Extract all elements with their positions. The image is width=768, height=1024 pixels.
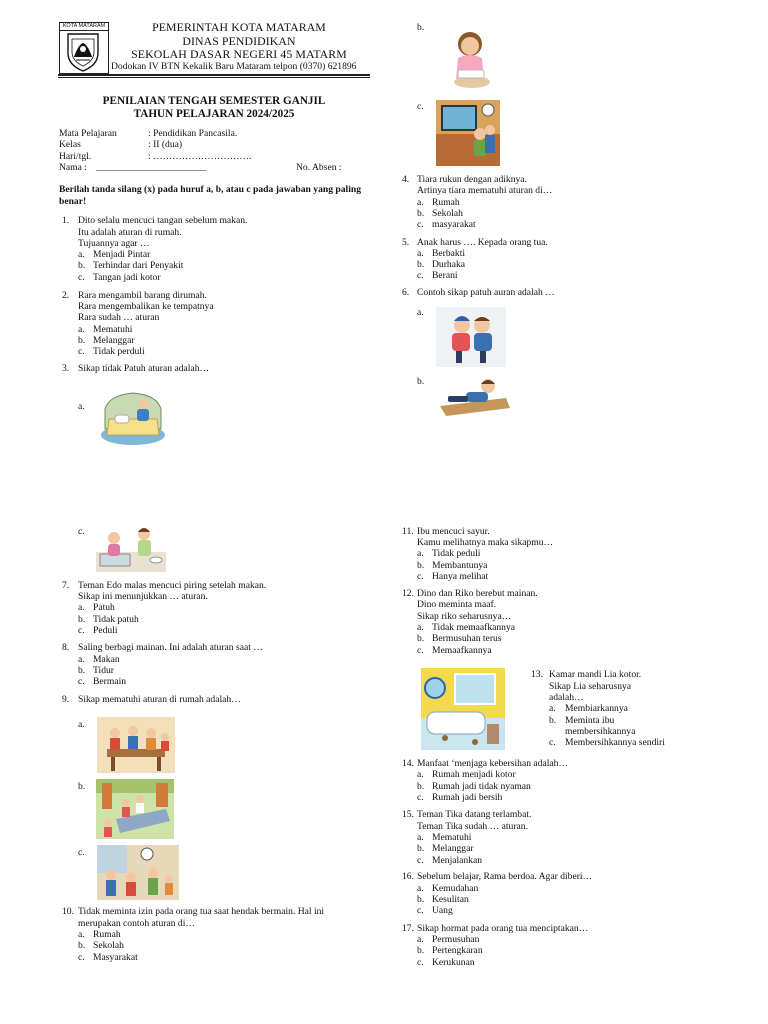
option-a[interactable]: Rumah menjadi kotor (432, 769, 516, 780)
option-a[interactable]: Membiarkannya (565, 703, 628, 714)
option-c[interactable]: Peduli (93, 625, 118, 636)
question-text: Sikap tidak Patuh aturan adalah… (78, 363, 210, 374)
option-a-letter[interactable]: a. (78, 602, 85, 613)
children-watching-tv-illustration[interactable] (436, 100, 500, 166)
option-c-letter[interactable]: c. (78, 847, 85, 858)
option-a-letter[interactable]: a. (417, 832, 424, 843)
option-b-letter[interactable]: b. (417, 208, 425, 219)
question-text: Sikap mematuhi aturan di rumah adalah… (78, 694, 241, 705)
question-text: Teman Tika datang terlambat. (417, 809, 532, 820)
option-c-letter[interactable]: c. (78, 952, 85, 963)
school-logo (59, 22, 109, 74)
option-c[interactable]: Hanya melihat (432, 571, 489, 582)
option-c[interactable]: Rumah jadi bersih (432, 792, 503, 803)
option-b-letter[interactable]: b. (78, 940, 86, 951)
question-number: 17. (402, 923, 414, 934)
question-number: 11. (402, 526, 414, 537)
header-line-3: SEKOLAH DASAR NEGERI 45 MATARM (131, 47, 347, 61)
question-number: 8. (62, 642, 70, 653)
logo-label: KOTA MATARAM (60, 23, 108, 31)
option-b[interactable]: Rumah jadi tidak nyaman (432, 781, 531, 792)
question-number: 4. (402, 174, 410, 185)
header-address: Dodokan IV BTN Kekalik Baru Mataram telpon (0370) 621896 (111, 61, 357, 72)
question-text: Kamu melihatnya maka sikapmu… (417, 537, 554, 548)
question-text: Itu adalah aturan di rumah. (78, 227, 182, 238)
question-text: Kamar mandi Lia kotor. (549, 669, 642, 680)
option-a[interactable]: Rumah (432, 197, 460, 208)
option-c[interactable]: Berani (432, 270, 458, 281)
option-b-letter[interactable]: b. (417, 781, 425, 792)
option-c[interactable]: Masyarakat (93, 952, 138, 963)
option-a-letter[interactable]: a. (417, 934, 424, 945)
header-rule-thick (58, 74, 370, 76)
option-a-letter[interactable]: a. (78, 929, 85, 940)
option-a-letter[interactable]: a. (78, 401, 85, 412)
instruction-line-2: benar! (59, 196, 87, 207)
question-text: Rara sudah … aturan (78, 312, 160, 323)
question-number: 10. (62, 906, 74, 917)
question-number: 15. (402, 809, 414, 820)
option-c[interactable]: Bermain (93, 676, 127, 687)
question-text: Sebelum belajar, Rama berdoa. Agar diberi… (417, 871, 593, 882)
option-c-letter[interactable]: c. (78, 526, 85, 537)
question-number: 7. (62, 580, 70, 591)
option-b[interactable]: Melanggar (432, 843, 474, 854)
option-c[interactable]: Tangan jadi kotor (93, 272, 161, 283)
classroom-illustration[interactable] (96, 779, 174, 839)
option-b[interactable]: Kesulitan (432, 894, 469, 905)
header-line-2: DINAS PENDIDIKAN (182, 34, 296, 48)
option-b[interactable]: Sekolah (93, 940, 124, 951)
question-text: Dino meminta maaf. (417, 599, 497, 610)
q3-option-b-letter[interactable]: b. (417, 22, 425, 33)
option-a-letter[interactable]: a. (417, 622, 424, 633)
option-c-letter[interactable]: c. (417, 905, 424, 916)
option-c-letter[interactable]: c. (549, 737, 556, 748)
option-b[interactable]: Terhindar dari Penyakit (93, 260, 184, 271)
question-text: adalah… (549, 692, 584, 703)
question-number: 13. (531, 669, 543, 680)
option-b-letter[interactable]: b. (417, 259, 425, 270)
question-number: 12. (402, 588, 414, 599)
question-text: Rara mengembalikan ke tempatnya (78, 301, 214, 312)
option-c-letter[interactable]: c. (417, 219, 424, 230)
question-number: 16. (402, 871, 414, 882)
option-c-letter[interactable]: c. (78, 346, 85, 357)
option-b[interactable]: Durhaka (432, 259, 466, 270)
option-a[interactable]: Patuh (93, 602, 115, 613)
header-rule-thin (58, 77, 370, 78)
class-value: : II (dua) (148, 139, 183, 150)
option-b[interactable]: Tidur (93, 665, 114, 676)
option-a[interactable]: Kemudahan (432, 883, 479, 894)
option-c[interactable]: masyarakat (432, 219, 476, 230)
question-text: Sikap riko seharusnya… (417, 611, 512, 622)
question-text: Tidak meminta izin pada orang tua saat hendak bermain. Hal ini (78, 906, 325, 917)
question-text: Teman Edo malas mencuci piring setelah makan. (78, 580, 267, 591)
option-a[interactable]: Tidak peduli (432, 548, 481, 559)
question-text: Dino dan Riko berebut mainan. (417, 588, 538, 599)
option-c-letter[interactable]: c. (78, 625, 85, 636)
option-c[interactable]: Membersihkannya sendiri (565, 737, 665, 748)
question-text: Rara mengambil barang dirumah. (78, 290, 207, 301)
absen-label: No. Absen : (296, 162, 342, 173)
question-text: Dito selalu mencuci tangan sebelum makan. (78, 215, 248, 226)
question-number: 6. (402, 287, 410, 298)
option-a-letter[interactable]: a. (417, 883, 424, 894)
option-b[interactable]: Bermusuhan terus (432, 633, 502, 644)
question-text: Contoh sikap patuh auran adalah … (417, 287, 555, 298)
option-b-letter[interactable]: b. (78, 335, 86, 346)
question-text: Ibu mencuci sayur. (417, 526, 490, 537)
question-text: Sikap Lia seharusnya (549, 681, 632, 692)
q3-option-c-letter[interactable]: c. (417, 101, 424, 112)
option-c[interactable]: Uang (432, 905, 453, 916)
question-number: 5. (402, 237, 410, 248)
subject-label: Mata Pelajaran (59, 128, 117, 139)
boy-lying-on-floor-illustration[interactable] (436, 374, 512, 418)
question-text: Sikap hormat pada orang tua menciptakan… (417, 923, 589, 934)
option-c-letter[interactable]: c. (417, 270, 424, 281)
option-b-letter[interactable]: b. (78, 614, 86, 625)
option-a-letter[interactable]: a. (417, 307, 424, 318)
option-a[interactable]: Makan (93, 654, 120, 665)
option-b[interactable]: Sekolah (432, 208, 463, 219)
option-a-letter[interactable]: a. (417, 769, 424, 780)
option-b-letter[interactable]: b. (549, 715, 557, 726)
name-field[interactable]: _______________________ (96, 162, 207, 173)
question-text: Sikap ini menunjukkan … aturan. (78, 591, 208, 602)
shield-emblem-icon (60, 31, 106, 73)
option-b-letter[interactable]: b. (417, 843, 425, 854)
option-b[interactable]: Meminta ibu (565, 715, 615, 726)
children-washing-dishes-illustration[interactable] (96, 524, 166, 572)
dirty-bathroom-illustration (421, 668, 505, 750)
option-c-letter[interactable]: c. (417, 571, 424, 582)
option-c[interactable]: Kerukunan (432, 957, 475, 968)
option-c-letter[interactable]: c. (417, 792, 424, 803)
option-b-letter[interactable]: b. (78, 260, 86, 271)
option-b[interactable]: Tidak patuh (93, 614, 139, 625)
girl-tidying-illustration[interactable] (438, 22, 506, 92)
option-c[interactable]: Menjalankan (432, 855, 483, 866)
option-c-letter[interactable]: c. (78, 272, 85, 283)
instruction-line-1: Berilah tanda silang (x) pada huruf a, b, atau c pada jawaban yang paling (59, 184, 362, 195)
question-text: Saling berbagi mainan. Ini adalah aturan saat … (78, 642, 263, 653)
question-text: Artinya tiara mematuhi aturan di… (417, 185, 553, 196)
option-a[interactable]: Rumah (93, 929, 121, 940)
exam-title-1: PENILAIAN TENGAH SEMESTER GANJIL (102, 95, 326, 107)
option-b-letter[interactable]: b. (78, 665, 86, 676)
option-b-letter[interactable]: b. (417, 894, 425, 905)
option-c-letter[interactable]: c. (417, 645, 424, 656)
option-a-letter[interactable]: a. (417, 248, 424, 259)
option-c-letter[interactable]: c. (417, 957, 424, 968)
question-text: Anak harus …. Kepada orang tua. (417, 237, 548, 248)
option-a-letter[interactable]: a. (417, 197, 424, 208)
option-c[interactable]: Tidak perduli (93, 346, 145, 357)
option-b-letter[interactable]: b. (78, 781, 86, 792)
option-c-letter[interactable]: c. (417, 855, 424, 866)
option-c-letter[interactable]: c. (78, 676, 85, 687)
option-b[interactable]: Membantunya (432, 560, 488, 571)
question-text: Tujuannya agar … (78, 238, 150, 249)
option-a[interactable]: Tidak memaafkannya (432, 622, 516, 633)
option-a-letter[interactable]: a. (417, 548, 424, 559)
class-label: Kelas (59, 139, 81, 150)
option-b[interactable]: Pertengkaran (432, 945, 483, 956)
option-b-letter[interactable]: b. (417, 560, 425, 571)
subject-value: : Pendidikan Pancasila. (148, 128, 238, 139)
date-field[interactable]: : …………………………. (148, 151, 252, 162)
name-label: Nama : (59, 162, 87, 173)
question-text: Teman Tika sudah … aturan. (417, 821, 528, 832)
option-a[interactable]: Menjadi Pintar (93, 249, 151, 260)
header-line-1: PEMERINTAH KOTA MATARAM (152, 20, 326, 34)
family-dinner-illustration[interactable] (97, 717, 175, 773)
option-b-letter[interactable]: b. (417, 945, 425, 956)
question-number: 1. (62, 215, 70, 226)
option-b-continued[interactable]: membersihkannya (565, 726, 636, 737)
option-a-letter[interactable]: a. (78, 654, 85, 665)
question-number: 14. (402, 758, 414, 769)
option-b-letter[interactable]: b. (417, 376, 425, 387)
question-text: Manfaat ‘menjaga kebersihan adalah… (417, 758, 569, 769)
boy-on-bed-illustration[interactable] (99, 389, 167, 447)
option-a-letter[interactable]: a. (549, 703, 556, 714)
question-number: 3. (62, 363, 70, 374)
living-room-family-illustration[interactable] (97, 845, 179, 900)
date-label: Hari/tgl. (59, 151, 92, 162)
option-a[interactable]: Mematuhi (93, 324, 133, 335)
option-a[interactable]: Berbakti (432, 248, 466, 259)
option-a[interactable]: Mematuhi (432, 832, 472, 843)
option-a[interactable]: Permusuhan (432, 934, 480, 945)
question-number: 2. (62, 290, 70, 301)
option-a-letter[interactable]: a. (78, 249, 85, 260)
boys-fighting-illustration[interactable] (436, 307, 506, 367)
question-text: Tiara rukun dengan adiknya. (417, 174, 527, 185)
option-b-letter[interactable]: b. (417, 633, 425, 644)
exam-title-2: TAHUN PELAJARAN 2024/2025 (133, 108, 295, 120)
option-c[interactable]: Memaafkannya (432, 645, 492, 656)
option-a-letter[interactable]: a. (78, 719, 85, 730)
option-b[interactable]: Melanggar (93, 335, 135, 346)
question-text: merupakan contoh aturan di… (78, 918, 195, 929)
option-a-letter[interactable]: a. (78, 324, 85, 335)
question-number: 9. (62, 694, 70, 705)
